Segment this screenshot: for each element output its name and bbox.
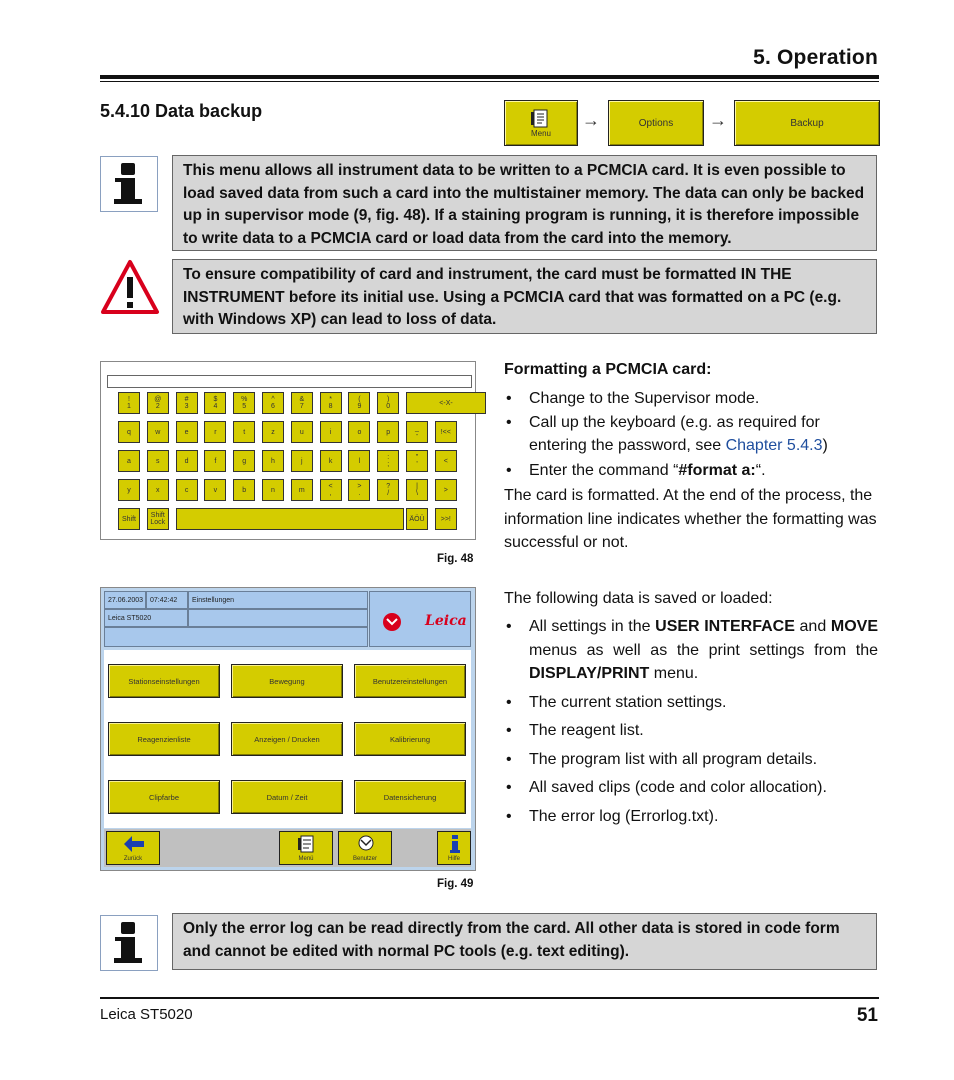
formatting-result-paragraph: The card is formatted. At the end of the process, the information line indicates whether the formatting was successful or not. xyxy=(504,487,877,552)
formatting-heading: Formatting a PCMCIA card: xyxy=(504,361,712,378)
keyboard-key: w xyxy=(147,421,169,443)
keyboard-key: t xyxy=(233,421,255,443)
settings-screen-figure xyxy=(100,587,476,871)
keyboard-key: | \ xyxy=(406,479,428,501)
figure-caption: Fig. 49 xyxy=(437,878,474,890)
keyboard-key: d xyxy=(176,450,198,472)
keyboard-key: " ' xyxy=(406,450,428,472)
screen-info-line xyxy=(188,609,368,627)
keyboard-key: x xyxy=(147,479,169,501)
list-item: • Call up the keyboard (e.g. as required for entering the password, see Chapter 5.4.3) xyxy=(504,411,878,458)
back-label: Zurück xyxy=(123,856,143,862)
anzeigen-drucken-button: Anzeigen / Drucken xyxy=(231,722,343,756)
menu-icon xyxy=(297,835,317,853)
keyboard-key: > xyxy=(435,479,457,501)
keyboard-key: ? / xyxy=(377,479,399,501)
keyboard-key: q xyxy=(118,421,140,443)
screen-status-area xyxy=(104,627,368,647)
keyboard-key: & 7 xyxy=(291,392,313,414)
footer-product: Leica ST5020 xyxy=(100,1006,193,1023)
keyboard-key: p xyxy=(377,421,399,443)
leica-logo: Leica xyxy=(425,613,467,629)
saved-data-intro: The following data is saved or loaded: xyxy=(504,590,773,607)
keyboard-key: e xyxy=(176,421,198,443)
keyboard-key: ! 1 xyxy=(118,392,140,414)
menu-path-menu-button xyxy=(504,100,578,146)
clipfarbe-button: Clipfarbe xyxy=(108,780,220,814)
keyboard-key: y xyxy=(118,479,140,501)
backspace-key: <-X- xyxy=(406,392,486,414)
keyboard-key: _ - xyxy=(406,421,428,443)
keyboard-key: $ 4 xyxy=(204,392,226,414)
list-item: • All settings in the USER INTERFACE and MOVE menus as well as the print settings from the DISPLAY/PRINT menu. xyxy=(504,615,878,686)
page-number: 51 xyxy=(856,1005,878,1026)
format-command: #format a: xyxy=(678,461,756,479)
info-note: This menu allows all instrument data to be written to a PCMCIA card. It is even possible to load saved data from such a card into the multistainer memory. The data can only be backed up in supervisor mode (9, fig. 48). If a staining program is running, it is therefore impossible to write data to a PCMCIA card or load data from the card into the memory. xyxy=(172,155,877,251)
user-icon xyxy=(356,835,376,853)
keyboard-key: v xyxy=(204,479,226,501)
header-rule-thin xyxy=(100,81,879,82)
keyboard-key: < , xyxy=(320,479,342,501)
keyboard-key: h xyxy=(262,450,284,472)
keyboard-key: g xyxy=(233,450,255,472)
list-item: • The current station settings. xyxy=(504,691,878,715)
figure-caption: Fig. 48 xyxy=(437,553,474,565)
keyboard-key: @ 2 xyxy=(147,392,169,414)
keyboard-key: z xyxy=(262,421,284,443)
keyboard-key: r xyxy=(204,421,226,443)
keyboard-key: : ; xyxy=(377,450,399,472)
list-item: • The reagent list. xyxy=(504,719,878,743)
path-arrow: → xyxy=(709,110,727,130)
chapter-heading: 5. Operation xyxy=(753,46,878,69)
datum-zeit-button: Datum / Zeit xyxy=(231,780,343,814)
menu-path-backup-button: Backup xyxy=(734,100,880,146)
warning-note: To ensure compatibility of card and instrument, the card must be formatted IN THE INSTRUMENT before its initial use. Using a PCMCIA card that was formatted on a PC (e.g. with Windows XP) can lead to loss of data. xyxy=(172,259,877,334)
keyboard-key: ) 0 xyxy=(377,392,399,414)
footer-rule xyxy=(100,997,879,999)
menu-path-menu-label: Menu xyxy=(530,128,551,138)
reagenzienliste-button: Reagenzienliste xyxy=(108,722,220,756)
stationseinstellungen-button: Stationseinstellungen xyxy=(108,664,220,698)
keyboard-key: a xyxy=(118,450,140,472)
screen-time: 07:42:42 xyxy=(146,591,188,609)
keyboard-key: s xyxy=(147,450,169,472)
formatting-steps xyxy=(504,387,878,482)
keyboard-key: u xyxy=(291,421,313,443)
help-button xyxy=(437,831,471,865)
list-item: • The error log (Errorlog.txt). xyxy=(504,805,878,829)
keyboard-key: % 5 xyxy=(233,392,255,414)
menu-icon xyxy=(530,109,552,129)
help-label: Hilfe xyxy=(447,856,460,862)
list-item: • All saved clips (code and color allocation). xyxy=(504,776,878,800)
user-button xyxy=(338,831,392,865)
bewegung-button: Bewegung xyxy=(231,664,343,698)
list-item: • Change to the Supervisor mode. xyxy=(504,387,878,411)
keyboard-key: < xyxy=(435,450,457,472)
list-item: • Enter the command “#format a:“. xyxy=(504,459,878,483)
datensicherung-button: Datensicherung xyxy=(354,780,466,814)
section-title: 5.4.10 Data backup xyxy=(100,101,263,121)
keyboard-key: o xyxy=(348,421,370,443)
info-note: Only the error log can be read directly from the card. All other data is stored in code form and cannot be edited with normal PC tools (e.g. text editing). xyxy=(172,913,877,970)
screen-device: Leica ST5020 xyxy=(104,609,188,627)
keyboard-key: !<< xyxy=(435,421,457,443)
keyboard-key: c xyxy=(176,479,198,501)
space-key xyxy=(176,508,404,530)
benutzereinstellungen-button: Benutzereinstellungen xyxy=(354,664,466,698)
warning-icon xyxy=(100,259,160,315)
keyboard-key: # 3 xyxy=(176,392,198,414)
menu-path-options-button: Options xyxy=(608,100,704,146)
menu-button xyxy=(279,831,333,865)
saved-data-list xyxy=(504,615,878,828)
enter-key: >>! xyxy=(435,508,457,530)
keyboard-key: n xyxy=(262,479,284,501)
keyboard-key: ( 9 xyxy=(348,392,370,414)
keyboard-key: l xyxy=(348,450,370,472)
kalibrierung-button: Kalibrierung xyxy=(354,722,466,756)
info-icon xyxy=(100,156,158,212)
user-label: Benutzer xyxy=(352,856,377,862)
keyboard-key: f xyxy=(204,450,226,472)
keyboard-key: i xyxy=(320,421,342,443)
screen-title: Einstellungen xyxy=(188,591,368,609)
info-icon xyxy=(100,915,158,971)
keyboard-key: k xyxy=(320,450,342,472)
keyboard-key: * 8 xyxy=(320,392,342,414)
header-rule xyxy=(100,75,879,79)
chapter-link[interactable]: Chapter 5.4.3 xyxy=(725,437,823,454)
keyboard-key: ^ 6 xyxy=(262,392,284,414)
back-button xyxy=(106,831,160,865)
keyboard-key: b xyxy=(233,479,255,501)
path-arrow: → xyxy=(582,110,600,130)
umlaut-key: ÄÖÜ xyxy=(406,508,428,530)
keyboard-key: > . xyxy=(348,479,370,501)
info-icon xyxy=(449,835,461,853)
screen-date: 27.06.2003 xyxy=(104,591,146,609)
keyboard-figure xyxy=(100,361,476,540)
screen-logo-area xyxy=(369,591,471,647)
shift-lock-key: Shift Lock xyxy=(147,508,169,530)
list-item: • The program list with all program details. xyxy=(504,748,878,772)
shift-key: Shift xyxy=(118,508,140,530)
keyboard-input-line xyxy=(107,375,472,388)
menu-label: Menü xyxy=(298,856,314,862)
keyboard-key: m xyxy=(291,479,313,501)
leica-emblem-icon xyxy=(382,612,402,632)
keyboard-key: j xyxy=(291,450,313,472)
arrow-left-icon xyxy=(124,836,144,852)
